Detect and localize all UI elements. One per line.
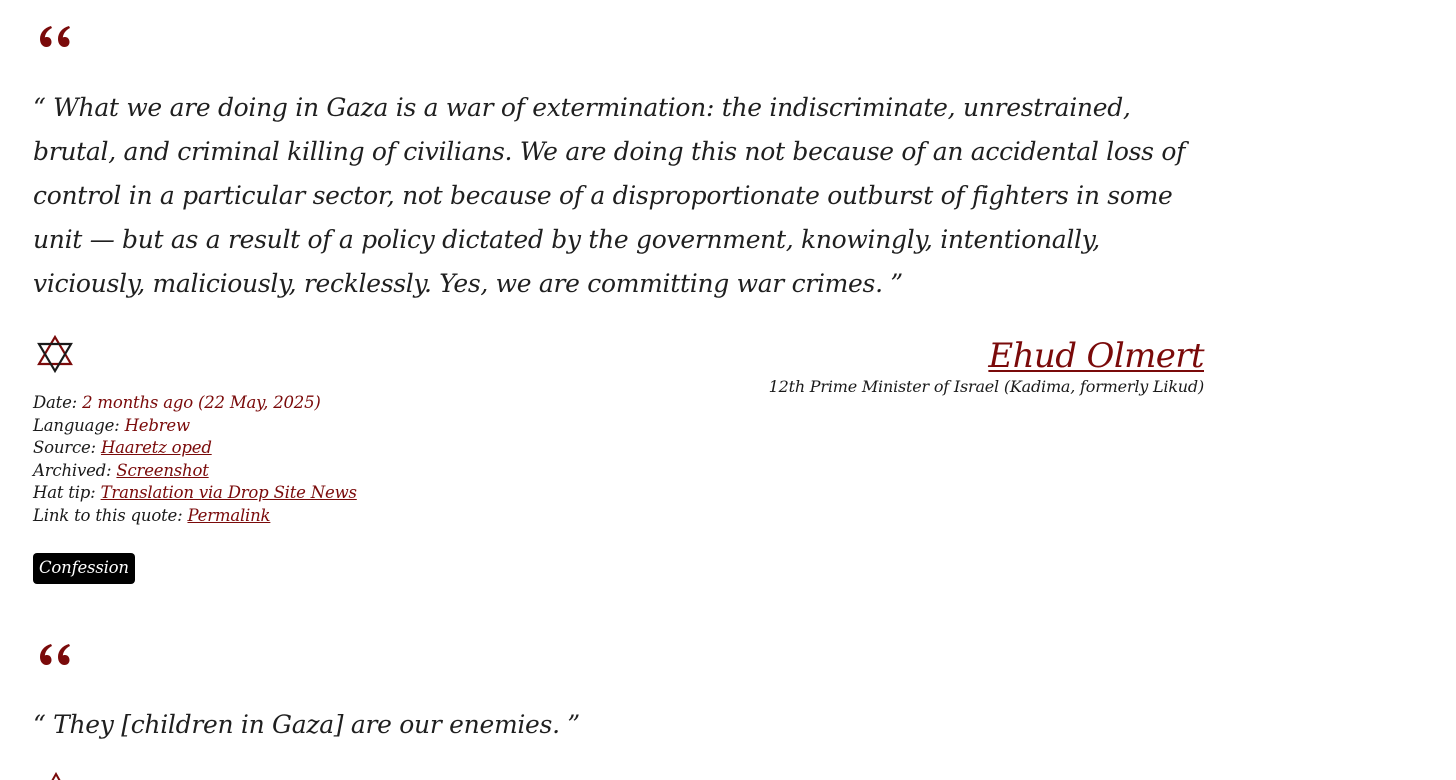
hattip-link[interactable]: Translation via Drop Site News — [100, 483, 357, 502]
meta-source-label: Source: — [33, 438, 96, 457]
meta-hattip — [33, 482, 1204, 505]
quote-card — [33, 640, 1204, 747]
quote-card — [33, 22, 1204, 584]
meta-language-label: Language: — [33, 415, 120, 435]
star-of-david-icon — [35, 334, 75, 374]
meta-permalink-label: Link to this quote: — [33, 505, 183, 525]
meta-language — [33, 415, 1204, 438]
attribution — [33, 334, 1204, 404]
open-quote-icon — [37, 640, 1204, 684]
tag-confession[interactable]: Confession — [33, 553, 135, 584]
open-quote-icon — [37, 22, 1204, 66]
meta-date-label: Date: — [33, 393, 78, 412]
meta-date-value: 2 months ago (22 May, 2025) — [82, 393, 321, 412]
permalink-link[interactable]: Permalink — [187, 505, 271, 525]
star-of-david-icon — [45, 772, 67, 780]
author-title: 12th Prime Minister of Israel (Kadima, formerly Likud) — [768, 377, 1204, 396]
quote-metadata — [33, 392, 1204, 527]
source-link[interactable]: Haaretz oped — [100, 438, 212, 457]
meta-archived — [33, 460, 1204, 483]
meta-hattip-label: Hat tip: — [33, 483, 96, 502]
meta-language-value: Hebrew — [124, 415, 190, 435]
quote-text: “ They [children in Gaza] are our enemies. ” — [33, 710, 580, 739]
archived-screenshot-link[interactable]: Screenshot — [116, 460, 209, 480]
meta-permalink — [33, 505, 1204, 528]
author-name-link[interactable]: Ehud Olmert — [988, 336, 1204, 376]
author-block — [769, 336, 1204, 398]
quote-text: “ What we are doing in Gaza is a war of extermination: the indiscriminate, unrestrained, brutal, and criminal killing of civilians. We are doing this not because of an accidental loss of control in a particular sector, not because of a disproportionate outburst of fighters in some unit — but as a result of a policy dictated by the government, knowingly, intentionally, viciously, maliciously, recklessly. Yes, we are committing war crimes. ” — [33, 93, 1186, 298]
meta-archived-label: Archived: — [33, 460, 112, 480]
meta-source — [33, 437, 1204, 460]
